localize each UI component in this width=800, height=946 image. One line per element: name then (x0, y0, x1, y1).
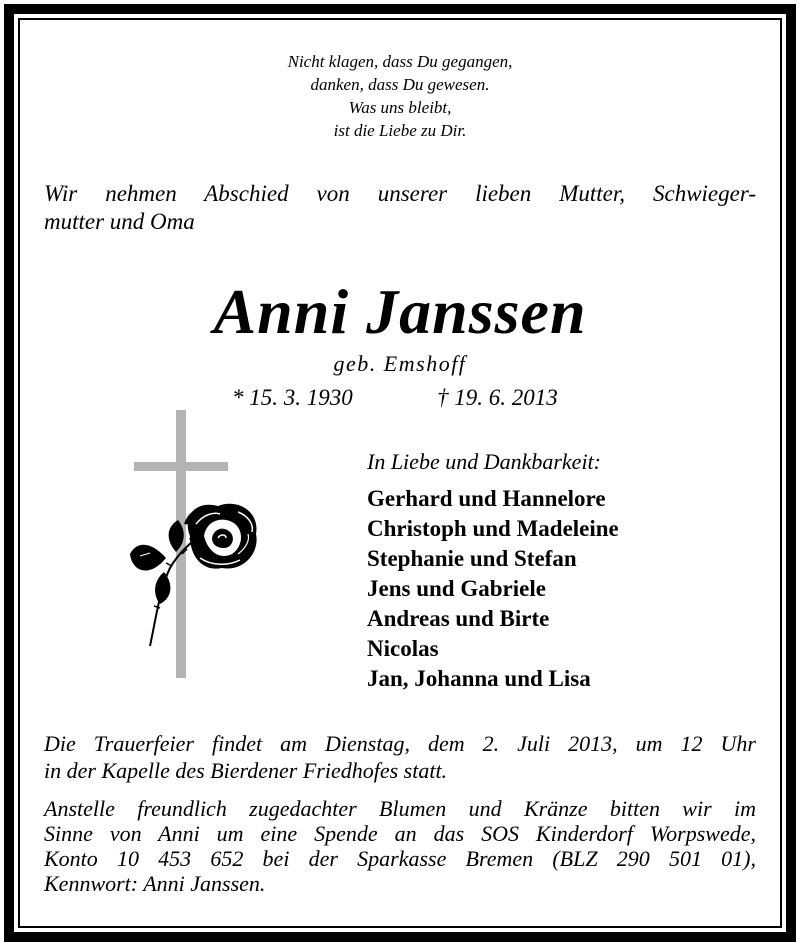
cross-with-rose-icon (120, 408, 270, 684)
intro-line: mutter und Oma (44, 209, 195, 234)
donation-line: Anstelle freundlich zugedachter Blumen und Kränze bitten wir im (44, 796, 756, 821)
mourner-name: Nicolas (367, 636, 439, 661)
donation-line: Kennwort: Anni Janssen. (44, 871, 266, 896)
mourner-name: Andreas und Birte (367, 606, 550, 631)
mourner-name: Jan, Johanna und Lisa (367, 666, 591, 691)
funeral-service-notice (44, 730, 756, 784)
poem-line: ist die Liebe zu Dir. (333, 121, 467, 140)
farewell-intro (44, 180, 756, 236)
donation-line: Konto 10 453 652 bei der Sparkasse Bremen (BLZ 290 501 01), (44, 846, 756, 871)
mourners-list (367, 484, 619, 694)
donation-request (44, 796, 756, 896)
birth-name: geb. Emshoff (333, 351, 467, 376)
birth-date: * 15. 3. 1930 (232, 385, 353, 410)
mourners-heading: In Liebe und Dankbarkeit: (367, 449, 601, 474)
poem-line: Nicht klagen, dass Du gegangen, (287, 52, 513, 71)
poem-line: danken, dass Du gewesen. (310, 75, 490, 94)
death-date: † 19. 6. 2013 (437, 385, 558, 410)
deceased-name: Anni Janssen (213, 276, 587, 347)
intro-line: Wir nehmen Abschied von unserer lieben Mutter, Schwieger- (44, 181, 756, 206)
ceremony-line: in der Kapelle des Bierdener Friedhofes statt. (44, 758, 448, 783)
mourner-name: Gerhard und Hannelore (367, 486, 606, 511)
ceremony-line: Die Trauerfeier findet am Dienstag, dem 2. Juli 2013, um 12 Uhr (44, 731, 756, 756)
mourner-name: Stephanie und Stefan (367, 546, 577, 571)
mourner-name: Christoph und Madeleine (367, 516, 619, 541)
poem (0, 50, 800, 142)
donation-line: Sinne von Anni um eine Spende an das SOS Kinderdorf Worpswede, (44, 821, 756, 846)
mourner-name: Jens und Gabriele (367, 576, 546, 601)
poem-line: Was uns bleibt, (348, 98, 452, 117)
